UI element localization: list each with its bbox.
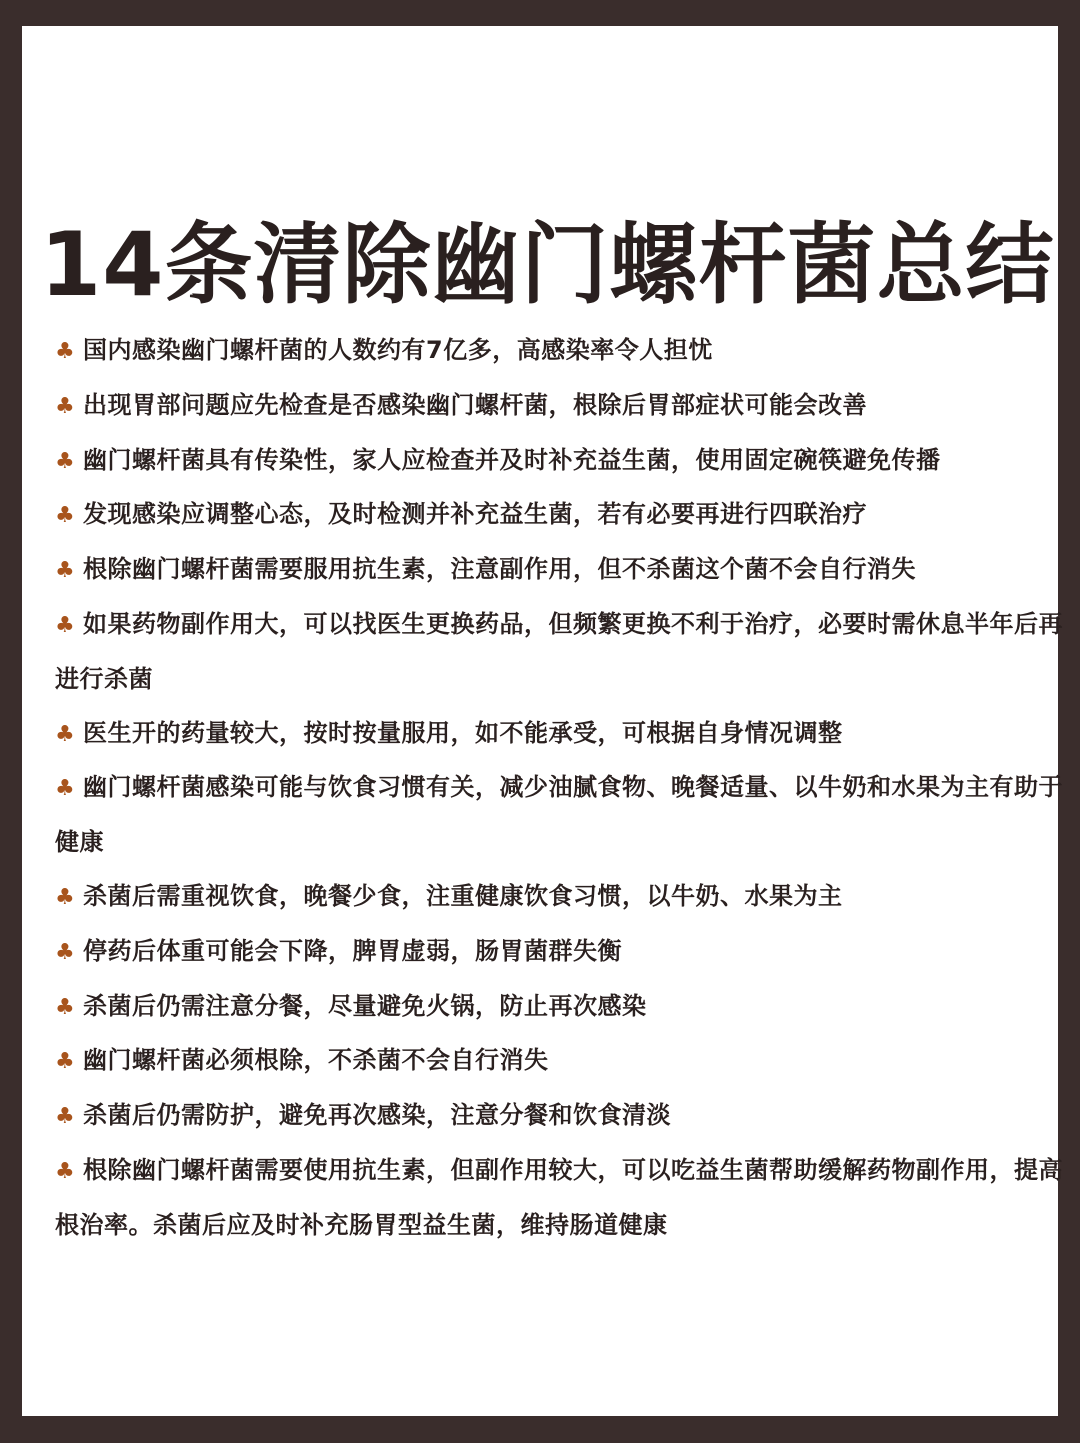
club-icon: ♣: [55, 1158, 76, 1184]
club-icon: ♣: [55, 503, 76, 529]
list-item: [55, 707, 1065, 762]
list-item-text: 幽门螺杆菌具有传染性，家人应检查并及时补充益生菌，使用固定碗筷避免传播: [83, 445, 941, 474]
list-item: [55, 488, 1065, 543]
page-title: 14条清除幽门螺杆菌总结: [40, 213, 1055, 316]
summary-list: [55, 324, 1065, 1253]
list-item: [55, 324, 1065, 379]
club-icon: ♣: [55, 612, 76, 638]
list-item-text: 出现胃部问题应先检查是否感染幽门螺杆菌，根除后胃部症状可能会改善: [83, 390, 867, 419]
list-item-text: 杀菌后仍需注意分餐，尽量避免火锅，防止再次感染: [83, 991, 647, 1020]
list-item-text: 停药后体重可能会下降，脾胃虚弱，肠胃菌群失衡: [83, 936, 622, 965]
list-item-text: 发现感染应调整心态，及时检测并补充益生菌，若有必要再进行四联治疗: [83, 500, 867, 529]
club-icon: ♣: [55, 939, 76, 965]
club-icon: ♣: [55, 721, 76, 747]
list-item-text: 如果药物副作用大，可以找医生更换药品，但频繁更换不利于治疗，必要时需休息半年后再进行杀菌: [55, 609, 1063, 693]
club-icon: ♣: [55, 884, 76, 910]
list-item: [55, 870, 1065, 925]
club-icon: ♣: [55, 558, 76, 584]
list-item-text: 杀菌后需重视饮食，晚餐少食，注重健康饮食习惯，以牛奶、水果为主: [83, 881, 843, 910]
list-item: [55, 1144, 1065, 1253]
list-item: [55, 1089, 1065, 1144]
list-item-text: 医生开的药量较大，按时按量服用，如不能承受，可根据自身情况调整: [83, 718, 843, 747]
list-item: [55, 980, 1065, 1035]
club-icon: ♣: [55, 1049, 76, 1075]
list-item: [55, 434, 1065, 489]
list-item: [55, 761, 1065, 870]
list-item: [55, 543, 1065, 598]
list-item-text: 杀菌后仍需防护，避免再次感染，注意分餐和饮食清淡: [83, 1101, 671, 1130]
list-item: [55, 1034, 1065, 1089]
list-item-text: 幽门螺杆菌必须根除，不杀菌不会自行消失: [83, 1046, 549, 1075]
list-item: [55, 598, 1065, 707]
club-icon: ♣: [55, 339, 76, 364]
list-item-text: 幽门螺杆菌感染可能与饮食习惯有关，减少油腻食物、晚餐适量、以牛奶和水果为主有助于健康: [55, 773, 1063, 857]
club-icon: ♣: [55, 448, 76, 474]
list-item: [55, 925, 1065, 980]
list-item: [55, 379, 1065, 434]
list-item-text: 国内感染幽门螺杆菌的人数约有7亿多，高感染率令人担忧: [83, 336, 713, 364]
list-item-text: 根除幽门螺杆菌需要使用抗生素，但副作用较大，可以吃益生菌帮助缓解药物副作用，提高根治率。杀菌后应及时补充肠胃型益生菌，维持肠道健康: [55, 1155, 1063, 1239]
club-icon: ♣: [55, 1104, 76, 1130]
club-icon: ♣: [55, 994, 76, 1020]
club-icon: ♣: [55, 776, 76, 802]
club-icon: ♣: [55, 393, 76, 419]
list-item-text: 根除幽门螺杆菌需要服用抗生素，注意副作用，但不杀菌这个菌不会自行消失: [83, 555, 916, 584]
